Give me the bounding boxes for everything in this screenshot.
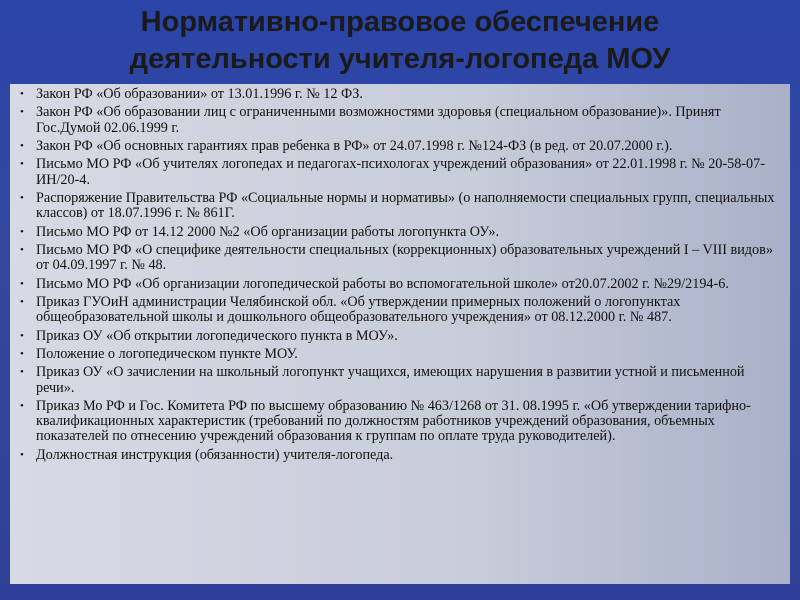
list-item <box>14 225 784 240</box>
bullet-icon: • <box>20 399 24 412</box>
list-item <box>14 329 784 344</box>
list-item <box>14 87 784 102</box>
bullet-icon: • <box>20 329 24 342</box>
bullet-icon: • <box>20 191 24 204</box>
list-item-text: Приказ ОУ «Об открытии логопедического пункта в МОУ». <box>36 327 398 344</box>
list-item <box>14 105 784 135</box>
bullet-icon: • <box>20 88 24 100</box>
bullet-icon: • <box>20 366 24 379</box>
list-item <box>14 157 784 187</box>
title-line-1: Нормативно-правовое обеспечение <box>140 6 660 38</box>
list-item <box>14 295 784 325</box>
bullet-icon: • <box>20 243 24 256</box>
list-item-text: Приказ ГУОиН администрации Челябинской обл. «Об утверждении примерных положений о логопунктах общеобразовательной школы и дошкольного общеобразовательного учреждения» от 08.12.2000 г. № 487. <box>36 293 681 326</box>
list-item-text: Закон РФ «Об образовании лиц с ограниченными возможностями здоровья (специальном образование)». Принят Гос.Думой 02.06.1999 г. <box>36 104 721 136</box>
list-item-text: Распоряжение Правительства РФ «Социальные нормы и нормативы» (о наполняемости специальных групп, специальных классов) от 18.07.1996 г. № 861Г. <box>36 189 775 222</box>
list-item <box>14 139 784 154</box>
list-item-text: Письмо МО РФ «О специфике деятельности специальных (коррекционных) образовательных учреждений I – VIII видов» от 04.09.1997 г. № 48. <box>36 241 773 274</box>
list-item <box>14 365 784 395</box>
bullet-icon: • <box>20 225 24 238</box>
bullet-icon: • <box>20 347 24 360</box>
list-item <box>14 347 784 362</box>
list-item-text: Письмо МО РФ «Об организации логопедической работы во вспомогательной школе» от20.07.2002 г. №29/2194-6. <box>36 275 729 292</box>
list-item-text: Письмо МО РФ «Об учителях логопедах и педагогах-психологах учреждений образования» от 22.01.1998 г. № 20-58-07-ИН/20-4. <box>36 156 765 188</box>
bullet-icon: • <box>20 139 24 152</box>
list-item-text: Положение о логопедическом пункте МОУ. <box>36 345 298 362</box>
list-item-text: Должностная инструкция (обязанности) учителя-логопеда. <box>36 446 394 463</box>
list-item-text: Приказ Мо РФ и Гос. Комитета РФ по высшему образованию № 463/1268 от 31. 08.1995 г. «Об утверждении тарифно-квалификационных характеристик (требований по должностям работников учреждений образования, объемных показателей по отнесению учреждений образования к группам по оплате труда руководителей). <box>36 397 751 445</box>
list-item <box>14 277 784 292</box>
bullet-icon: • <box>20 158 24 171</box>
list-item-text: Закон РФ «Об основных гарантиях прав ребенка в РФ» от 24.07.1998 г. №124-ФЗ (в ред. от 20.07.2000 г.). <box>36 137 673 154</box>
list-item <box>14 448 784 463</box>
bullet-icon: • <box>20 448 24 461</box>
slide-title <box>0 4 800 78</box>
list-item-text: Закон РФ «Об образовании» от 13.01.1996 г. № 12 ФЗ. <box>36 86 363 102</box>
document-list <box>10 84 790 463</box>
list-item <box>14 243 784 273</box>
bullet-icon: • <box>20 277 24 290</box>
content-panel <box>10 84 790 584</box>
list-item-text: Приказ ОУ «О зачислении на школьный логопункт учащихся, имеющих нарушения в развитии устной и письменной речи». <box>36 364 745 396</box>
title-line-2: деятельности учителя-логопеда МОУ <box>129 43 671 75</box>
list-item-text: Письмо МО РФ от 14.12 2000 №2 «Об организации работы логопункта ОУ». <box>36 223 500 240</box>
list-item <box>14 399 784 445</box>
bullet-icon: • <box>20 295 24 308</box>
list-item <box>14 191 784 221</box>
bullet-icon: • <box>20 106 24 119</box>
